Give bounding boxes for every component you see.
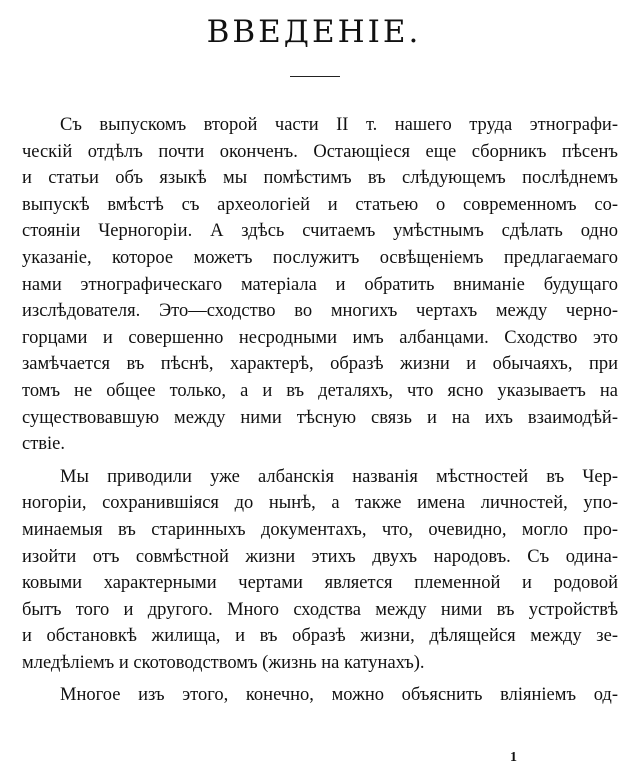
text-line: горцами и совершенно несродными имъ албанцами. Сходство это bbox=[22, 327, 618, 348]
text-line: нами этнографическаго матеріала и обратить вниманіе будущаго bbox=[22, 274, 618, 295]
text-line: ческій отдѣлъ почти оконченъ. Остающіеся еще сборникъ пѣсенъ bbox=[22, 141, 618, 162]
text-line: минаемыя въ старинныхъ документахъ, что, очевидно, могло про- bbox=[22, 519, 618, 540]
text-line: ствіе. bbox=[22, 434, 66, 455]
text-line: и статьи объ языкѣ мы помѣстимъ въ слѣдующемъ послѣднемъ bbox=[22, 168, 618, 189]
text-line: указаніе, которое можетъ послужитъ освѣщеніемъ предлагаемаго bbox=[22, 247, 618, 268]
text-line: Мы приводили уже албанскія названія мѣстностей въ Чер- bbox=[60, 466, 618, 487]
text-line: бытъ того и другого. Много сходства между ними въ устройствѣ bbox=[22, 599, 618, 620]
text-line: замѣчается въ пѣснѣ, характерѣ, образѣ жизни и обычаяхъ, при bbox=[22, 354, 618, 375]
title-divider bbox=[290, 76, 340, 77]
text-line: изслѣдователя. Это—сходство во многихъ чертахъ между черно- bbox=[22, 301, 618, 322]
paragraph-2 bbox=[22, 464, 618, 677]
text-line: томъ не общее только, а и въ деталяхъ, что ясно указываетъ на bbox=[22, 380, 618, 401]
page-title: ВВЕДЕНІЕ. bbox=[206, 14, 422, 50]
text-line: Многое изъ этого, конечно, можно объяснить вліяніемъ од- bbox=[60, 685, 618, 706]
text-line: и обстановкѣ жилища, и въ образѣ жизни, дѣлящейся между зе- bbox=[22, 626, 618, 647]
text-line: выпускѣ вмѣстѣ съ археологіей и статьею о современномъ со- bbox=[22, 194, 618, 215]
paragraph-1 bbox=[22, 112, 618, 458]
body-text bbox=[22, 112, 618, 709]
text-line: стояніи Черногоріи. А здѣсь считаемъ умѣстнымъ сдѣлать одно bbox=[22, 221, 618, 242]
signature-mark: 1 bbox=[510, 750, 517, 765]
text-line: изойти отъ совмѣстной жизни этихъ двухъ народовъ. Съ одина- bbox=[22, 546, 618, 567]
text-line: Съ выпускомъ второй части II т. нашего труда этнографи- bbox=[60, 115, 618, 135]
text-line: мледѣліемъ и скотоводствомъ (жизнь на катунахъ). bbox=[22, 652, 425, 673]
text-line: ковыми характерными чертами является племенной и родовой bbox=[22, 573, 618, 594]
text-line: ногоріи, сохранившіяся до нынѣ, а также имена личностей, упо- bbox=[22, 493, 618, 514]
text-line: существовавшую между ними тѣсную связь и на ихъ взаимодѣй- bbox=[22, 407, 618, 428]
paragraph-3 bbox=[22, 682, 618, 709]
